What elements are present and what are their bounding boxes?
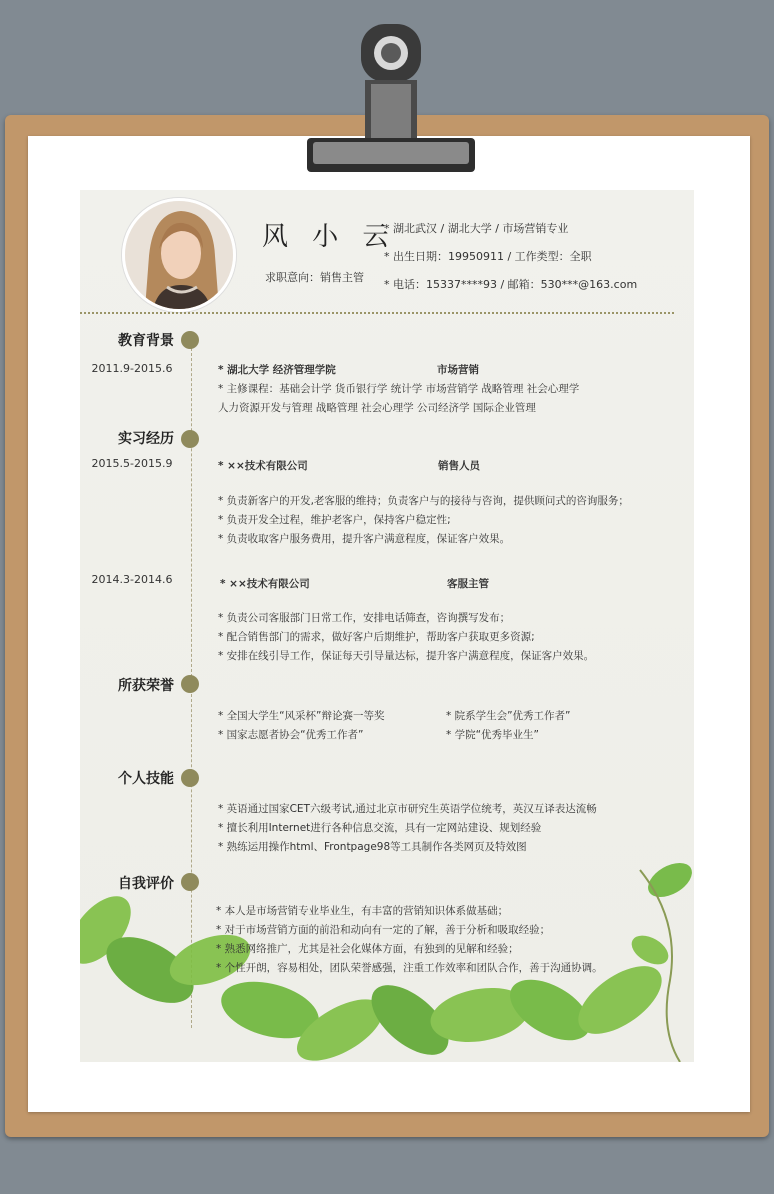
- info-contact: * 电话：15337****93 / 邮箱：530***@163.com: [384, 278, 638, 291]
- job-company: * ××技术有限公司: [218, 460, 308, 472]
- education-date: 2011.9-2015.6: [91, 362, 173, 375]
- section-title-honors: 所获荣誉: [118, 678, 174, 694]
- resume-sheet: [80, 190, 694, 1062]
- job-duty: * 安排在线引导工作，保证每天引导量达标，提升客户满意程度，保证客户效果。: [218, 650, 595, 662]
- education-courses: * 主修课程：基础会计学 货币银行学 统计学 市场营销学 战略管理 社会心理学: [218, 383, 580, 395]
- honor-item: * 学院“优秀毕业生”: [446, 729, 539, 741]
- section-title-internship: 实习经历: [118, 431, 174, 447]
- honor-item: * 全国大学生“风采杯”辩论赛一等奖: [218, 710, 385, 722]
- education-major: 市场营销: [437, 364, 479, 376]
- self-item: * 本人是市场营销专业毕业生，有丰富的营销知识体系做基础；: [216, 905, 509, 917]
- skill-item: * 擅长利用Internet进行各种信息交流，具有一定网站建设、规划经验: [218, 822, 542, 834]
- info-birth: * 出生日期：19950911 / 工作类型：全职: [384, 250, 592, 263]
- skill-item: * 英语通过国家CET六级考试,通过北京市研究生英语学位统考，英汉互译表达流畅: [218, 803, 597, 815]
- self-item: * 个性开朗，容易相处，团队荣誉感强，注重工作效率和团队合作，善于沟通协调。: [216, 962, 603, 974]
- job-duty: * 负责新客户的开发,老客服的维持；负责客户与的接待与咨询，提供顾问式的咨询服务；: [218, 495, 629, 507]
- self-item: * 对于市场营销方面的前沿和动向有一定的了解，善于分析和吸取经验；: [216, 924, 551, 936]
- section-title-self: 自我评价: [118, 876, 174, 892]
- job-duty: * 负责公司客服部门日常工作，安排电话筛查，咨询撰写发布；: [218, 612, 511, 624]
- education-school: * 湖北大学 经济管理学院: [218, 364, 336, 376]
- candidate-name: 风 小 云: [262, 222, 397, 252]
- job-duty: * 负责开发全过程，维护老客户，保持客户稳定性;: [218, 514, 451, 526]
- job-intent: 求职意向：销售主管: [265, 271, 364, 284]
- binder-clip-icon: [305, 20, 477, 180]
- header-divider: [80, 312, 674, 314]
- info-location: * 湖北武汉 / 湖北大学 / 市场营销专业: [384, 222, 569, 235]
- education-courses: 人力资源开发与管理 战略管理 社会心理学 公司经济学 国际企业管理: [218, 402, 536, 414]
- self-item: * 熟悉网络推广，尤其是社会化媒体方面，有独到的见解和经验；: [216, 943, 519, 955]
- section-dot: [181, 769, 199, 787]
- job-role: 销售人员: [438, 460, 480, 472]
- portrait-image: [125, 201, 233, 309]
- honor-item: * 国家志愿者协会“优秀工作者”: [218, 729, 364, 741]
- job-date: 2014.3-2014.6: [91, 573, 173, 586]
- job-company: * ××技术有限公司: [220, 578, 310, 590]
- section-dot: [181, 873, 199, 891]
- honor-item: * 院系学生会”优秀工作者”: [446, 710, 571, 722]
- section-dot: [181, 675, 199, 693]
- section-dot: [181, 430, 199, 448]
- job-role: 客服主管: [447, 578, 489, 590]
- job-duty: * 负责收取客户服务费用，提升客户满意程度，保证客户效果。: [218, 533, 511, 545]
- section-dot: [181, 331, 199, 349]
- section-title-education: 教育背景: [118, 333, 174, 349]
- skill-item: * 熟练运用操作html、Frontpage98等工具制作各类网页及特效图: [218, 841, 527, 853]
- job-duty: * 配合销售部门的需求，做好客户后期维护，帮助客户获取更多资源;: [218, 631, 535, 643]
- section-title-skills: 个人技能: [118, 771, 174, 787]
- profile-photo: [122, 198, 236, 312]
- job-date: 2015.5-2015.9: [91, 457, 173, 470]
